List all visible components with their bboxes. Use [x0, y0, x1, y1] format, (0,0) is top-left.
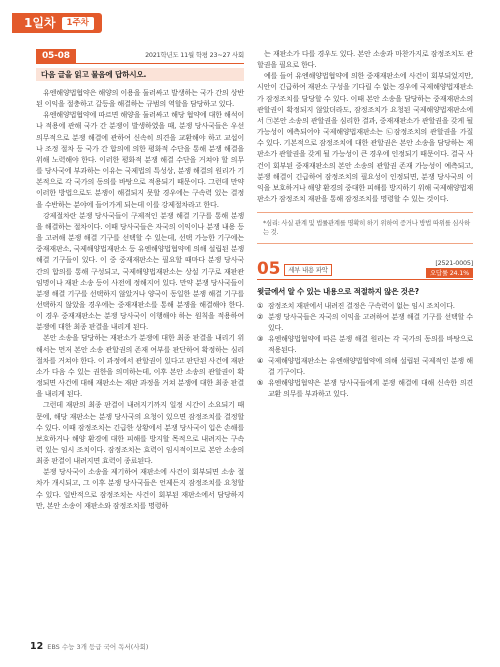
week-chip: 1주차 — [62, 17, 94, 30]
question-divider — [257, 279, 473, 280]
choice-number: ④ — [257, 357, 264, 366]
choice-text: 잠정조치 재판에서 내려진 결정은 구속력이 없는 임시 조치이다. — [268, 302, 455, 311]
passage-paragraph: 그런데 재판의 최종 판결이 내려지기까지 일정 시간이 소요되기 때문에, 해당 재판소는 분쟁 당사국의 요청이 있으면 잠정조치를 결정할 수 있다. 이때 잠정조치는 긴급한 상황에서 분쟁 당사국이 입은 손해를 보호하거나 해양 환경에 대한 피해를 방지할 목적으로 내려지는 구속력 있는 임시 조치이다. 잠정조치는 효력이 임시적이므로 본안 소송의 최종 판결이 내려지면 효력이 종료된다. — [36, 400, 244, 466]
question-type: 세부 내용 파악 — [284, 264, 332, 276]
answer-choice[interactable] — [257, 301, 473, 312]
book-title: EBS 수능 3개 등급 국어 독서(사회) — [47, 643, 149, 651]
passage-right-body — [257, 48, 473, 204]
choice-text: 유엔해양법협약에 따른 분쟁 해결 원리는 각 국가의 동의를 바탕으로 적용된다. — [268, 335, 473, 355]
page-number: 12 — [30, 641, 44, 652]
choice-text: 국제해양법재판소는 유엔해양법협약에 의해 설립된 국제적인 분쟁 해결 기구이다. — [268, 357, 473, 377]
choice-text: 유엔해양법협약은 분쟁 당사국들에게 분쟁 해결에 대해 신속한 의견 교환 의무를 부과하고 있다. — [268, 379, 473, 399]
note-divider-bottom — [257, 243, 473, 244]
passage-paragraph: 는 재판소가 다를 경우도 있다. 본안 소송과 마찬가지로 잠정조치도 관할권을 필요로 한다. — [257, 49, 473, 70]
question-number: 05 — [257, 259, 281, 280]
choice-number: ② — [257, 313, 264, 322]
day-tab — [12, 13, 102, 33]
right-column — [257, 48, 473, 400]
choice-number: ⑤ — [257, 379, 264, 388]
question-code: [2521-0005] — [435, 259, 473, 268]
day-label: 1일차 — [24, 16, 56, 30]
answer-choice[interactable] — [257, 356, 473, 378]
question-stem: 윗글에서 알 수 있는 내용으로 적절하지 않은 것은? — [257, 287, 419, 297]
answer-choice[interactable] — [257, 334, 473, 356]
passage-paragraph: 강제절차란 분쟁 당사국들이 구제적인 분쟁 해결 기구를 통해 분쟁을 해결하는 절차이다. 이때 당사국들은 자국의 이익이나 분쟁 내용 등을 고려해 분쟁 해결 기구를 선택할 수 있는데, 선택 가능한 기구에는 중재재판소, 국제해양법재판소 등 유엔해양법협약에 의해 설립된 분쟁 해결 기구들이 있다. 이 중 중재재판소는 필요할 때마다 분쟁 당사국 간의 합의를 통해 구성되고, 국제해양법재판소는 상설 기구로 재판관 임명이나 재판 소송 등이 사전에 정해지어 있다. 만약 분쟁 당사국들이 분쟁 해결 기구를 선택하지 않았거나 양국이 동일한 분쟁 해결 기구를 선택하지 않았을 경우에는 중재재판소를 통해 분쟁을 해결해야 한다. 이 경우 중재재판소는 분쟁 당사국이 이행해야 하는 원칙을 적용하여 분쟁에 대한 최종 판결을 내리게 된다. — [36, 210, 244, 332]
question-header — [257, 254, 473, 278]
answer-choice[interactable] — [257, 378, 473, 400]
passage-instruction: 다음 글을 읽고 물음에 답하시오. — [36, 68, 244, 81]
error-rate-badge: 오답률 24.1% — [426, 268, 473, 278]
choice-number: ③ — [257, 335, 264, 344]
page-footer — [30, 641, 148, 652]
choice-list — [257, 301, 473, 400]
answer-choice[interactable] — [257, 312, 473, 334]
left-column — [36, 48, 244, 511]
passage-paragraph: 유엔해양법협약은 해양의 이용을 둘러싸고 발생하는 국가 간의 상반된 이익을 절충하고 갈등을 해결하는 규범의 역할을 담당하고 있다. — [36, 88, 244, 109]
footnote: *심리: 사실 관계 및 법률관계를 명확히 하기 위하여 증거나 방법 따위를 심사하는 것. — [263, 220, 471, 237]
passage-left-body — [36, 87, 244, 511]
passage-paragraph: 유엔해양법협약에 따르면 해양을 둘러싸고 해당 협약에 대한 해석이나 적용에 관해 국가 간 분쟁이 발생하였을 때, 분쟁 당사국들은 우선 의무적으로 분쟁 해결에 관하여 신속히 의견을 교환해야 하고 교섭이나 조정 절차 등 국가 간 합의에 의한 평화적 수단을 통해 분쟁 해결을 위해 노력해야 한다. 이러한 평화적 분쟁 해결 수단을 거쳐야 할 의무를 당사국에 부과하는 이유는 국제법의 특성상, 분쟁 해결의 원리가 기본적으로 각 국가의 동의를 바탕으로 적용되기 때문이다. 그런데 만약 이러한 방법으로도 분쟁이 해결되지 못할 경우에는 구속력 있는 결정을 수반하는 분야에 들어가게 되는데 이를 강제절차라고 한다. — [36, 110, 244, 209]
note-divider — [257, 212, 473, 213]
passage-paragraph: 본안 소송을 담당하는 재판소가 분쟁에 대한 최종 판결을 내리기 위해서는 먼저 본안 소송 관할권의 존재 여부를 판단하여 확정하는 심리 절차를 거쳐야 한다. 이 과정에서 관할권이 있다고 판단된 사건에 재판소가 다음 수 있는 권한을 의미하는데, 이후 본안 소송의 관할권이 확정되면 사건에 대해 재판소는 재판 과정을 거쳐 분쟁에 대한 최종 판결을 내리게 된다. — [36, 333, 244, 399]
page-header — [0, 0, 500, 40]
passage-number: 05-08 — [36, 49, 76, 63]
passage-paragraph: 예를 들어 유엔해양법협약에 의한 중재재판소에 사건이 회부되었지만, 시안이 긴급하여 재판소 구성을 기다릴 수 없는 경우에 국제해양법재판소가 잠정조치를 담당할 수 있다. 이때 본안 소송을 담당하는 중재재판소의 관할권이 확정되지 않았더라도, 잠정조치가 요청된 국제해양법재판소에서 ㉠본안 소송의 관할권을 심리한 결과, 중재재판소가 관할권을 갖게 될 가능성이 예측되어야 국제해양법재판소는 ㉡잠정조치의 관할권을 가질 수 있다. 기본적으로 잠정조치에 대한 관할권은 본안 소송을 담당하는 재판소가 관할권을 갖게 될 가능성이 큰 경우에 인정되기 때문이다. 결국 사건이 회부된 중재재판소의 본안 소송의 관할권 존재 가능성이 예측되고, 분쟁 해결이 긴급하여 잠정조치의 필요성이 인정되면, 분쟁 당사국의 이익을 보호하거나 해양 환경의 중대한 피해를 방지하기 위해 국제해양법재판소가 잠정조치 재판을 통해 잠정조치를 명령할 수 있는 것이다. — [257, 71, 474, 204]
passage-header — [36, 48, 244, 64]
passage-paragraph: 분쟁 당사국이 소송을 제기하여 재판소에 사건이 회부되면 소송 절차가 개시되고, 그 이후 분쟁 당사국들은 언제든지 잠정조치를 요청할 수 있다. 일반적으로 잠정조치는 사건이 회부된 재판소에서 담당하지만, 본안 소송이 재판소와 잠정조치를 명령하 — [36, 467, 244, 510]
passage-source: 2021학년도 11월 학평 23~27 사회 — [145, 50, 244, 59]
choice-number: ① — [257, 302, 264, 311]
choice-text: 분쟁 당사국들은 자국의 이익을 고려하여 분쟁 해결 기구를 선택할 수 있다. — [268, 313, 473, 333]
